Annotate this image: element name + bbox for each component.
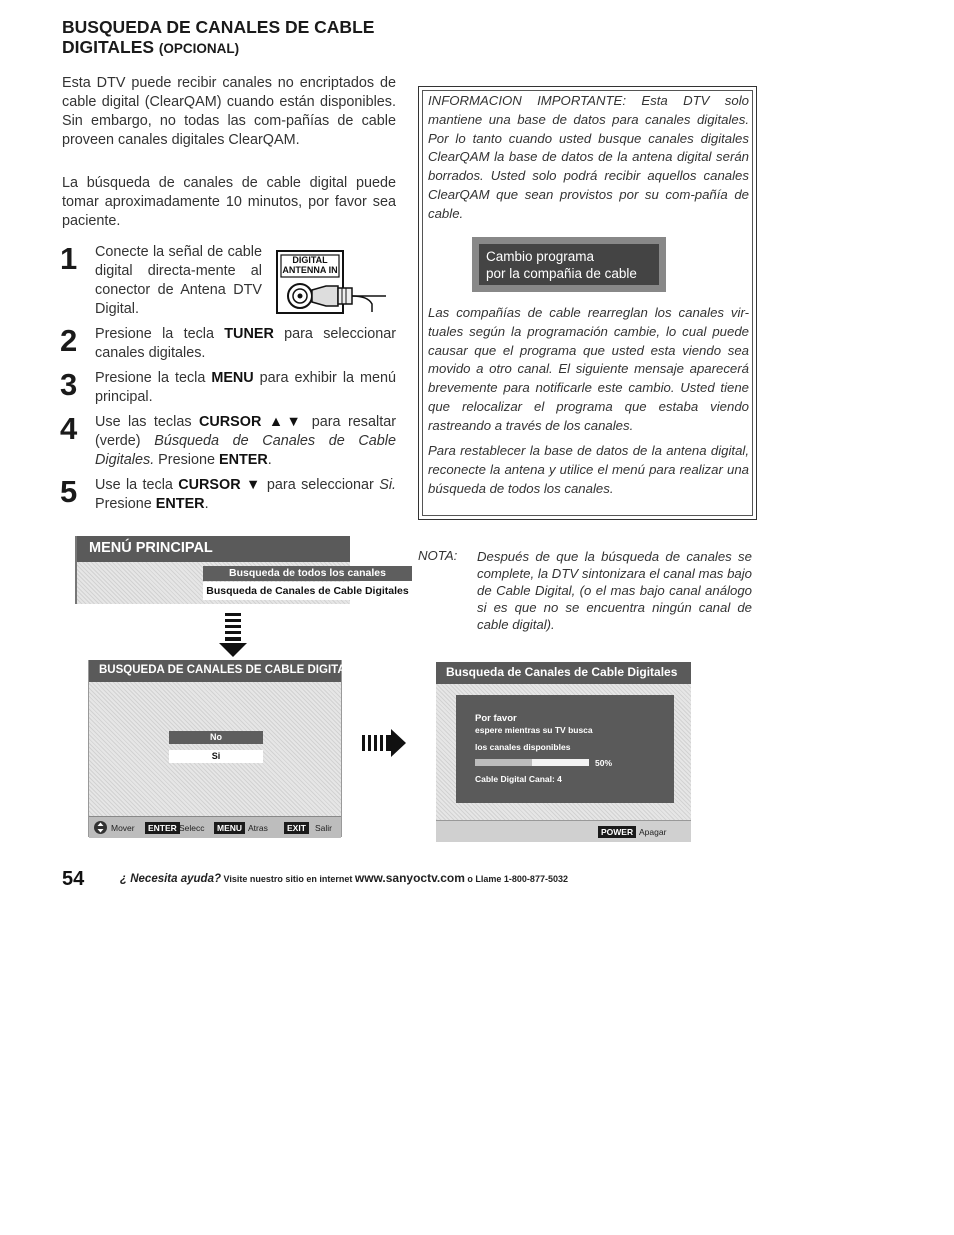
progress-bar [475,759,589,766]
footer-help: ¿ Necesita ayuda? [120,873,221,885]
progress-panel [456,695,674,803]
arrow-down-icon [218,612,248,658]
step-text: Presione la tecla MENU para exhibir la menú principal. [95,370,396,405]
info-paragraph-1: INFORMACION IMPORTANTE: Esta DTV solo mantiene una base de datos para canales digitales. Por lo tanto cuando usted busque canales digitales ClearQAM la base de datos de la antena digital serán borrados. Usted solo podrá recibir aquellos canales ClearQAM que sean provistos por su com-pañía de cable. [428,93,749,221]
intro-paragraph-1: Esta DTV puede recibir canales no encriptados de cable digital (ClearQAM) cuando están disponibles. Sin embargo, no todas las com-pañías de cable proveen canales digitales ClearQAM. [62,75,396,148]
footer-url[interactable]: www.sanyoctv.com [354,871,465,885]
step-text: Presione la tecla TUNER para seleccionar canales digitales. [95,326,397,361]
progress-screen-title: Busqueda de Canales de Cable Digitales [436,662,691,684]
menu-key: MENU [214,822,245,834]
main-menu-screen [75,536,409,604]
progress-line3: los canales disponibles [475,742,571,752]
info-paragraph-2: Las compañías de cable rearreglan los canales vir-tuales según la programación cambie, lo cual puede causar que el programa que usted esta viendo sea movido a otro canal. El siguiente mensaje aparecerá brevemente para notificarle este cambio. Usted tiene que relocalizar el programa que estaba viendo rastreando a través de los canales. [428,305,749,433]
search-progress-screen [436,662,691,841]
key-label-move: Mover [111,823,135,833]
message-line2: por la compañia de cable [486,266,637,281]
step-number: 2 [60,323,78,358]
footer-call: o Llame 1-800-877-5032 [464,874,568,884]
menu-item-all-channels[interactable]: Busqueda de todos los canales [203,566,412,581]
section-title-line2: DIGITALES [62,37,155,57]
enter-key: ENTER [145,822,180,834]
step-text: Use la tecla CURSOR ▼ para seleccionar Si. Presione ENTER. [95,477,397,512]
antenna-label: DIGITAL ANTENNA IN [282,255,338,275]
message-line1: Cambio programa [486,249,595,264]
exit-key: EXIT [284,822,309,834]
key-label-exit: Salir [315,823,333,833]
antenna-connector-illustration [276,250,388,316]
step-text: Use las teclas CURSOR ▲▼ para resaltar (verde) Búsqueda de Canales de Cable Digitales. Presione ENTER. [95,414,396,468]
info-paragraph-3: Para restablecer la base de datos de la antena digital, reconecte la antena y utilice el menú para realizar una búsqueda de todos los canales. [428,443,749,496]
footer-visit: Visite nuestro sitio en internet [220,874,355,884]
key-label-back: Atras [248,823,268,833]
progress-bar-fill [475,759,532,766]
cable-search-title: BUSQUEDA DE CANALES DE CABLE DIGITALES [89,660,341,682]
progress-line2: espere mientras su TV busca [475,725,593,735]
power-key: POWER [598,826,636,838]
cable-search-screen [88,660,368,837]
intro-paragraph-2: La búsqueda de canales de cable digital puede tomar aproximadamente 10 minutos, por favor sea paciente. [62,175,396,229]
progress-percent: 50% [595,758,613,768]
option-no[interactable]: No [169,731,263,744]
menu-item-cable-search[interactable]: Busqueda de Canales de Cable Digitales [203,582,412,600]
section-title [62,17,402,59]
footer-help-line [120,871,568,885]
arrow-right-icon [361,728,407,758]
power-key-label: Apagar [639,827,667,837]
step-number: 3 [60,367,78,402]
main-menu-title: MENÚ PRINCIPAL [77,536,350,562]
nota-text: Después de que la búsqueda de canales se complete, la DTV sintonizara el canal mas bajo de Cable Digital, (o el mas bajo canal análogo si es que no se encuentra ningún canal de cable digital). [477,549,752,632]
step-number: 4 [60,411,78,446]
key-help-bar [89,816,341,838]
section-title-optional: (OPCIONAL) [158,41,240,56]
step-number: 5 [60,474,78,509]
nota-label: NOTA: [418,548,458,563]
step-text: Conecte la señal de cable digital directa-mente al conector de Antena DTV Digital. [95,244,262,317]
option-si[interactable]: Si [169,750,263,763]
program-change-message [472,237,666,292]
progress-line1: Por favor [475,713,517,724]
page-number: 54 [62,868,85,890]
progress-channel: Cable Digital Canal: 4 [475,774,562,784]
power-help-bar [436,820,691,842]
step-number: 1 [60,241,78,276]
section-title-line1: BUSQUEDA DE CANALES DE CABLE [62,17,375,37]
key-label-select: Selecc [179,823,205,833]
navigate-icon [93,820,108,835]
